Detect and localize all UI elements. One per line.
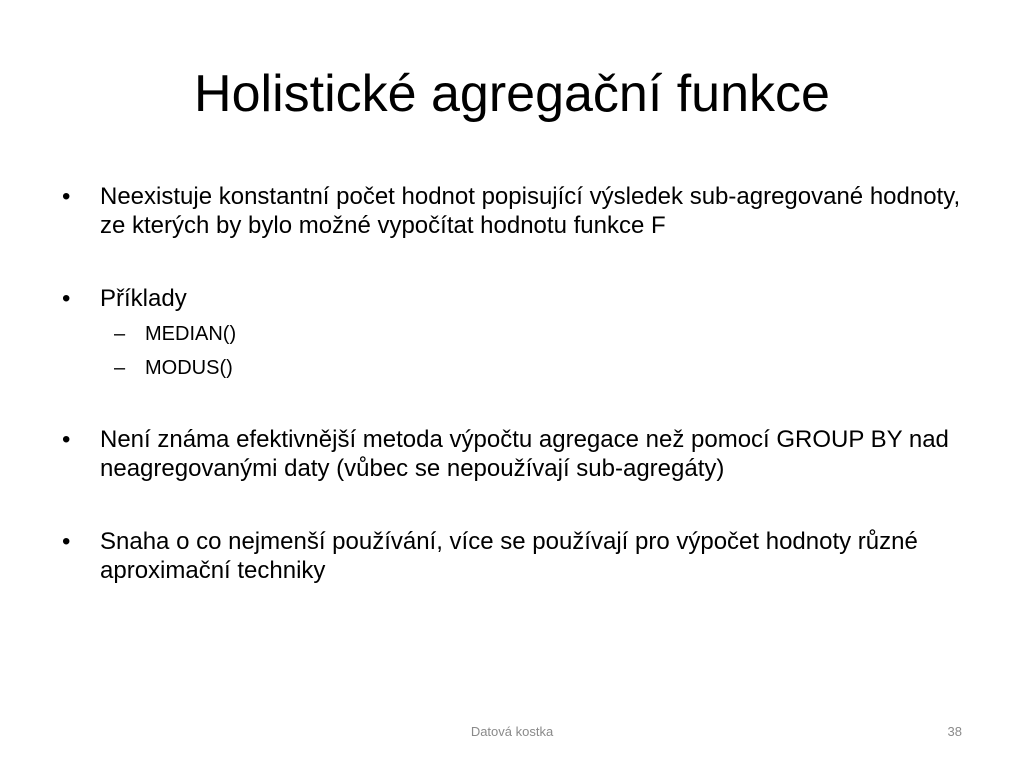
bullet-item <box>62 284 962 385</box>
bullet-item <box>62 527 962 585</box>
bullet-text: Není známa efektivnější metoda výpočtu agregace než pomocí GROUP BY nad neagregovanými daty (vůbec se nepoužívají sub-agregáty) <box>100 426 949 482</box>
sub-bullet-text: MODUS() <box>145 357 233 379</box>
bullet-marker: • <box>62 426 71 453</box>
bullet-list <box>62 182 962 629</box>
sub-bullet-item <box>100 317 962 351</box>
bullet-marker: • <box>62 285 71 312</box>
bullet-text: Příklady <box>100 285 187 312</box>
bullet-item <box>62 182 962 240</box>
sub-bullet-text: MEDIAN() <box>145 323 237 345</box>
footer-text: Datová kostka <box>470 724 554 739</box>
bullet-text: Neexistuje konstantní počet hodnot popisující výsledek sub-agregované hodnoty, ze kterých by bylo možné vypočítat hodnotu funkce F <box>100 183 961 239</box>
sub-bullet-marker: – <box>114 357 126 379</box>
slide-title: Holistické agregační funkce <box>194 65 830 123</box>
page-number: 38 <box>947 724 962 739</box>
sub-bullet-list <box>100 317 962 385</box>
sub-bullet-marker: – <box>114 323 126 345</box>
bullet-marker: • <box>62 183 71 210</box>
sub-bullet-item <box>100 351 962 385</box>
bullet-text: Snaha o co nejmenší používání, více se používají pro výpočet hodnoty různé aproximační techniky <box>100 528 918 584</box>
bullet-marker: • <box>62 528 71 555</box>
bullet-item <box>62 425 962 483</box>
